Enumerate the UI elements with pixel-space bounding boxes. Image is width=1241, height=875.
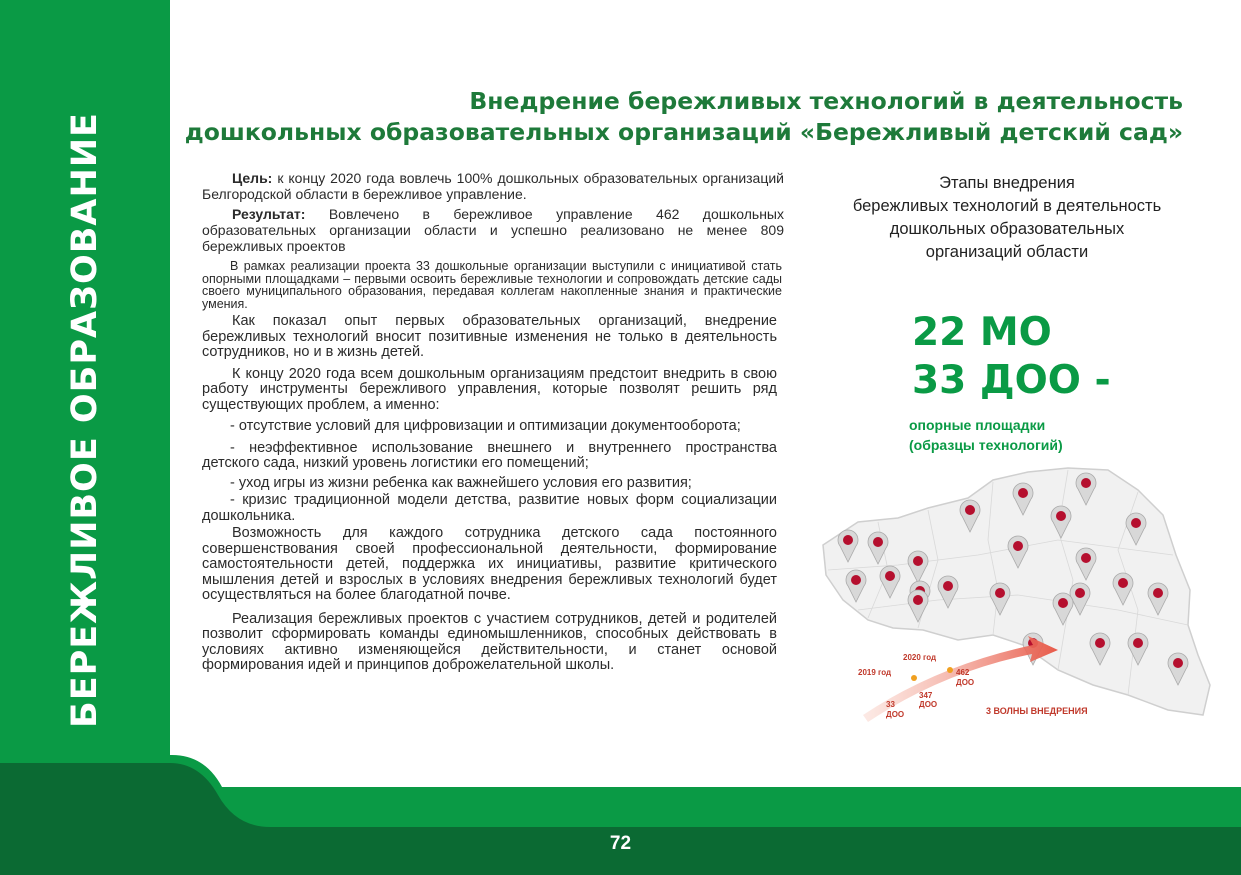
result-label: Результат:: [232, 206, 306, 222]
label-2019: 2019 год: [858, 668, 892, 677]
label-462: 462: [956, 668, 970, 677]
paragraph-1: В рамках реализации проекта 33 дошкольные организации выступили с инициативой стать опорными площадками – первыми освоить бережливые технологии и сопровождать детские сады своего муниципального образования, передавая коллегам накопленные знания и практические умения.: [202, 259, 782, 311]
goal-label: Цель:: [232, 170, 273, 186]
label-347: 347: [919, 691, 933, 700]
label-462-unit: ДОО: [956, 678, 975, 687]
stages-line-2: бережливых технологий в деятельность: [852, 197, 1162, 215]
heading-line-2: дошкольных образовательных организаций «Бережливый детский сад»: [184, 118, 1183, 146]
sidebar-title: БЕРЕЖЛИВОЕ ОБРАЗОВАНИЕ: [65, 112, 105, 728]
stat-mo: 22 МО: [912, 310, 1052, 355]
label-33: 33: [886, 700, 895, 709]
page-heading: [185, 86, 1183, 148]
main-text: [202, 170, 784, 674]
label-2020: 2020 год: [903, 653, 937, 662]
list-item-3: - уход игры из жизни ребенка как важнейшего условия его развития;: [230, 474, 692, 491]
stages-line-4: организаций области: [925, 243, 1089, 261]
stages-line-3: дошкольных образовательных: [889, 220, 1125, 238]
heading-line-1: Внедрение бережливых технологий в деятельность: [469, 87, 1183, 115]
paragraph-5: Реализация бережливых проектов с участием сотрудников, детей и родителей позволит сформировать команды единомышленников, способных действовать в условиях активно изменяющейся действительности, и станет основой формирования идей и принципов доброжелательной школы.: [202, 610, 777, 673]
stat-subtitle: [909, 415, 1063, 455]
page-number: 72: [609, 833, 632, 854]
stages-line-1: Этапы внедрения: [939, 174, 1075, 192]
paragraph-4: Возможность для каждого сотрудника детского сада постоянного совершенствования своей профессиональной деятельности, формирование самостоятельности детей, поддержка их инициативы, развитие критического мышления детей и взрослых в условиях внедрения бережливых технологий будет осуществляться на более благодатной почве.: [202, 525, 777, 603]
result-paragraph: [202, 206, 784, 254]
stat-subtitle-line-2: (образцы технологий): [909, 437, 1063, 453]
wave-dot-1: [911, 675, 917, 681]
label-347-unit: ДОО: [919, 700, 938, 709]
goal-text: к концу 2020 года вовлечь 100% дошкольных образовательных организаций Белгородской области в бережливое управление.: [202, 170, 784, 202]
footer-band: [0, 755, 1241, 875]
sidebar: [0, 0, 170, 760]
stat-subtitle-line-1: опорные площадки: [909, 417, 1046, 433]
paragraph-3: К концу 2020 года всем дошкольным организациям предстоит внедрить в свою работу инструменты бережливого управления, которые позволят решить ряд существующих проблем, а именно:: [202, 365, 777, 413]
stat-doo: 33 ДОО -: [912, 358, 1111, 403]
paragraph-2: Как показал опыт первых образовательных организаций, внедрение бережливых технологий вносит позитивные изменения не только в деятельность сотрудников, но и в жизнь детей.: [202, 313, 777, 360]
stages-caption: [830, 172, 1184, 264]
goal-paragraph: [202, 170, 784, 202]
region-map: [818, 460, 1213, 725]
list-item-4: - кризис традиционной модели детства, развитие новых форм социализации дошкольника.: [202, 492, 777, 524]
wave-dot-2: [947, 667, 953, 673]
list-item-2: - неэффективное использование внешнего и внутреннего пространства детского сада, низкий уровень логистики его помещений;: [202, 439, 777, 471]
list-item-1: - отсутствие условий для цифровизации и оптимизации документооборота;: [230, 418, 741, 434]
label-waves: 3 ВОЛНЫ ВНЕДРЕНИЯ: [986, 706, 1088, 716]
result-text: Вовлечено в бережливое управление 462 дошкольных образовательных организации области и успешно реализовано не менее 809 бережливых проектов: [202, 206, 784, 254]
label-33-unit: ДОО: [886, 710, 905, 719]
